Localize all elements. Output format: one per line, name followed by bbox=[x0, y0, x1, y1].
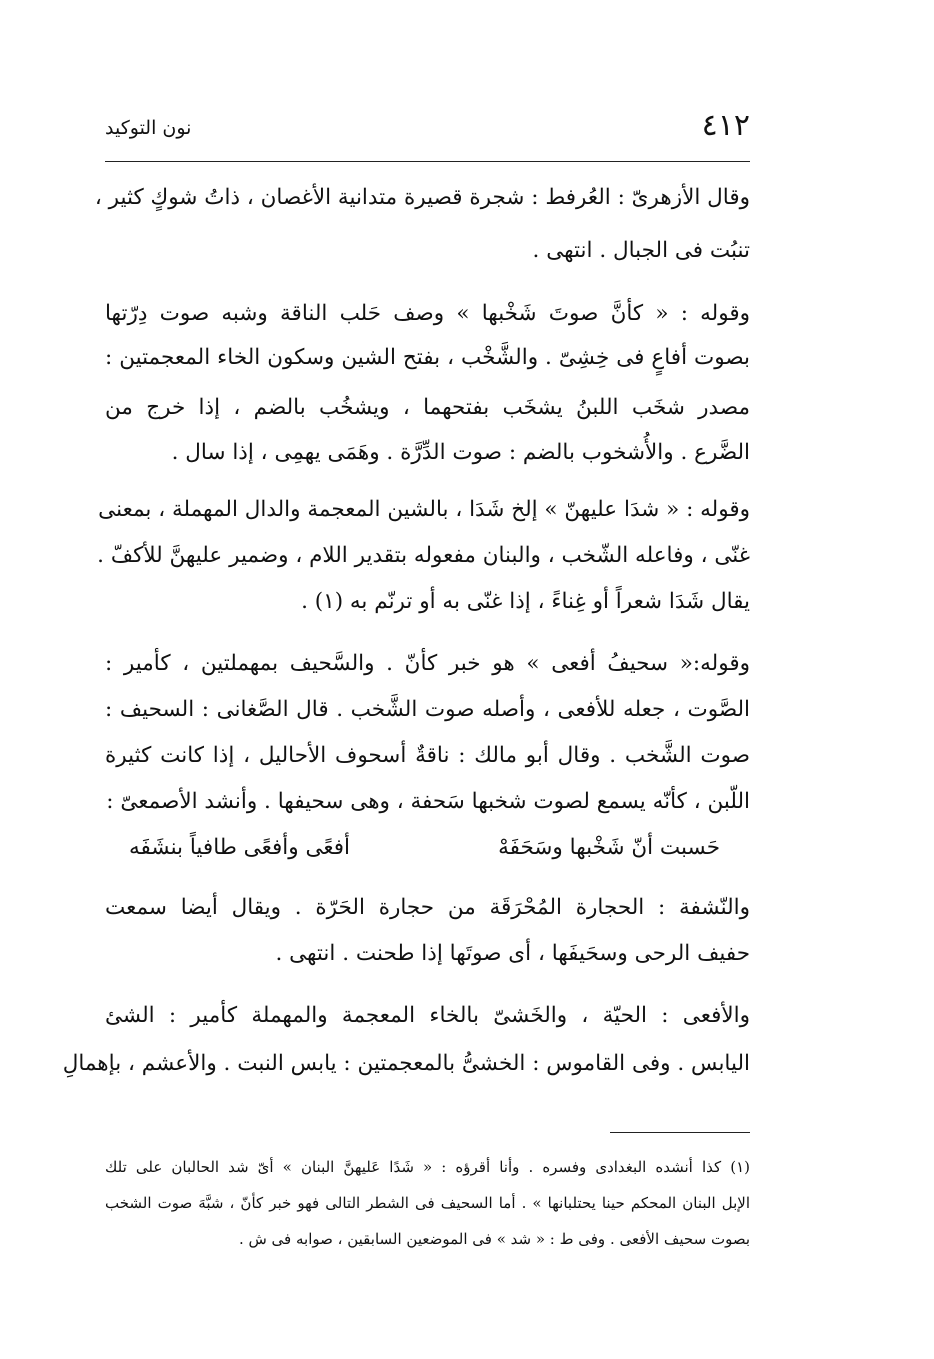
text-line: الصَّوت ، جعله للأفعى ، وأصله صوت الشَّخب . قال الصَّغانى : السحيف : bbox=[105, 697, 750, 722]
text-line: والأفعى : الحيّة ، والخَشىّ بالخاء المعجمة والمهملة كأمير : الشئ bbox=[105, 1003, 750, 1028]
text-line: الضَّرع . والأُشخوب بالضم : صوت الدِّرَّة . وهَمَى يهمِى ، إذا سال . bbox=[171, 440, 750, 465]
text-line: وقوله:« سحيفُ أفعى » هو خبر كأنّ . والسَّحيف بمهملتين ، كأمير : bbox=[105, 651, 750, 676]
header-rule bbox=[105, 161, 750, 162]
text-line: صوت الشَّخب . وقال أبو مالك : ناقةٌ أسحوف الأحاليل ، إذا كانت كثيرة bbox=[105, 743, 750, 768]
page-number: ٤١٢ bbox=[701, 108, 750, 143]
text-line: يقال شَدَا شعراً أو غِناءً ، إذا غنّى به أو ترنّم به (١) . bbox=[301, 589, 750, 614]
text-line: وقوله : « شدَا عليهنّ » إلخ شَدَا ، بالشين المعجمة والدال المهملة ، بمعنى bbox=[98, 497, 750, 522]
text-line: والنّشفة : الحجارة المُحْرَقَة من حجارة الحَرّة . ويقال أيضا سمعت bbox=[105, 895, 750, 920]
footnote-line: بصوت سحيف الأفعى . وفى ط : « شد » فى الموضعين السابقين ، صوابه فى ش . bbox=[238, 1230, 750, 1248]
footnote-line: (١) كذا أنشده البغدادى وفسره . وأنا أقرؤه : « شَدًا عَليهنَّ البنان » أىّ شد الحالبان على تلك bbox=[105, 1158, 750, 1176]
verse-first-hemistich: حَسبت أنّ شَخْبها وسَحَفَهْ bbox=[498, 835, 720, 860]
running-title: نون التوكيد bbox=[105, 117, 192, 139]
footnote-line: الإبل البنان المحكم حينا يحتلبانها » . أما السحيف فى الشطر التالى فهو خبر كأنّ ، شبَّهَ صوت الشخب bbox=[105, 1194, 750, 1212]
text-line: غنّى ، وفاعله الشّخب ، والبنان مفعوله بتقدير اللام ، وضمير عليهنَّ للأكفّ . bbox=[97, 543, 750, 568]
text-line: مصدر شخَب اللبنُ يشخَب بفتحهما ، ويشخُب بالضم ، إذا خرج من bbox=[105, 395, 750, 420]
text-line: تنبُت فى الجبال . انتهى . bbox=[532, 238, 750, 263]
verse-second-hemistich: أفعًى وأفعًى طافياً بنشَفَه bbox=[128, 835, 350, 860]
text-line: اللّبن ، كأنّه يسمع لصوت شخبها سَحفة ، وهى سحيفها . وأنشد الأصمعىّ : bbox=[106, 789, 750, 814]
page-header bbox=[105, 108, 750, 152]
text-line: اليابس . وفى القاموس : الخشىُّ بالمعجمتين : يابس النبت . والأعشم ، بإهمالِ bbox=[62, 1051, 750, 1076]
text-line: بصوت أفاعٍ فى خِشِىّ . والشَّخْب ، بفتح الشين وسكون الخاء المعجمتين : bbox=[105, 345, 750, 370]
text-line: وقوله : « كأنَّ صوتَ شَخْبها » وصف حَلب الناقة وشبه صوت دِرّتها bbox=[105, 301, 750, 326]
text-line: حفيف الرحى وسحَيفَها ، أى صوتَها إذا طحنت . انتهى . bbox=[275, 941, 750, 966]
text-line: وقال الأزهرىّ : العُرفط : شجرة قصيرة متدانية الأغصان ، ذاتُ شوكٍ كثير ، bbox=[94, 185, 750, 210]
footnote-rule bbox=[610, 1132, 750, 1133]
